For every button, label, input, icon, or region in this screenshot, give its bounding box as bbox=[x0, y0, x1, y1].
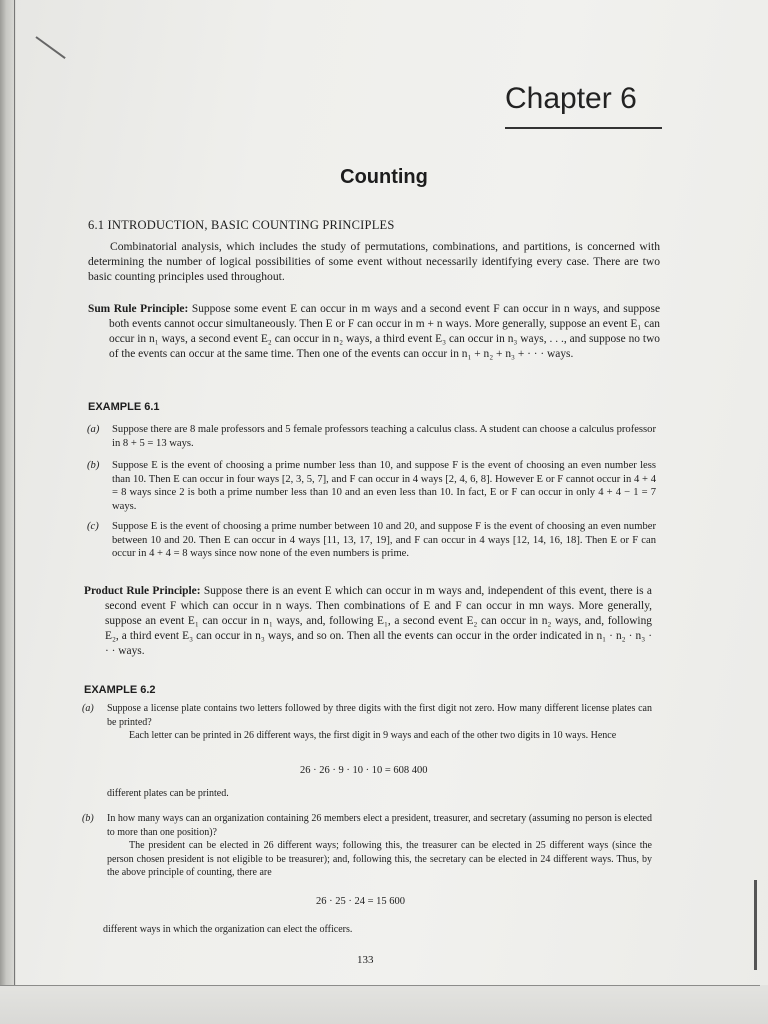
example-6-1-item-b bbox=[87, 459, 656, 513]
example-6-2-formula-a: 26 · 26 · 9 · 10 · 10 = 608 400 bbox=[300, 765, 428, 776]
chapter-rule bbox=[505, 127, 662, 129]
example-6-2-item-a-conclusion: different plates can be printed. bbox=[107, 788, 229, 799]
example-6-2-formula-b: 26 · 25 · 24 = 15 600 bbox=[316, 896, 406, 907]
section-heading: 6.1 INTRODUCTION, BASIC COUNTING PRINCIPLES bbox=[88, 218, 395, 232]
sum-rule-text: Suppose some event E can occur in m ways and a second event F can occur in n ways, and suppose both events cannot occur simultaneously. Then E or F can occur in m + n ways. More generally, suppose an event E₁ can occur in n₁ ways, a second event E₂ can occur in n₂ ways, a third event E₃ can occur in n₃ ways, . . ., and suppose no two of the events can occur at the same time. Then one of the events can occur in n₁ + n₂ + n₃ + · · · ways. bbox=[109, 303, 660, 360]
spine-edge-line bbox=[14, 0, 15, 1024]
item-label: (a) bbox=[82, 703, 94, 714]
example-6-2-item-b-answer: The president can be elected in 26 different ways; following this, the treasurer can be elected in 25 different ways (since the person chosen president is not eligible to be treasurer); and, following this, the secretary can be elected in 24 different ways. Thus, by the above principle of counting, there are bbox=[107, 840, 652, 878]
item-question: In how many ways can an organization containing 26 members elect a president, treasurer, and secretary (assuming no person is elected to more than one position)? bbox=[107, 813, 652, 838]
sum-rule-label: Sum Rule Principle: bbox=[88, 303, 189, 315]
page-bottom-line bbox=[0, 985, 760, 986]
page-number: 133 bbox=[357, 954, 374, 966]
example-6-2-item-a bbox=[82, 702, 652, 729]
intro-paragraph: Combinatorial analysis, which includes the study of permutations, combinations, and partitions, is concerned with determining the number of logical possibilities of some event without necessarily identifying every case. There are two basic counting principles used throughout. bbox=[88, 240, 660, 283]
item-text: Suppose E is the event of choosing a prime number between 10 and 20, and suppose F is the event of choosing an even number between 10 and 20. Then E can occur in 4 ways [11, 13, 17, 19], and F can occur in 4 ways [12, 14, 16, 18]. Then E or F can occur in 4 + 4 = 8 ways since now none of the even numbers is prime. bbox=[112, 521, 656, 559]
example-6-2-item-b bbox=[82, 812, 652, 839]
example-6-1-item-a bbox=[87, 423, 656, 450]
chapter-title: Counting bbox=[340, 166, 428, 188]
item-label: (c) bbox=[87, 521, 99, 532]
example-6-2-heading: EXAMPLE 6.2 bbox=[84, 684, 156, 696]
example-6-1-item-c bbox=[87, 520, 656, 561]
page-bottom-edge bbox=[0, 985, 768, 1024]
page-right-shadow bbox=[754, 880, 757, 970]
item-label: (a) bbox=[87, 424, 100, 435]
product-rule-text: Suppose there is an event E which can occur in m ways and, independent of this event, there is a second event F which can occur in n ways. Then combinations of E and F can occur in mn ways. More generally, suppose an event E₁ can occur in n₁ ways, and, following E₁, a second event E₂ can occur in n₂ ways, and, following E₂, a third event E₃ can occur in n₃ ways, and so on. Then all the events can occur in the order indicated in n₁ · n₂ · n₃ · · · ways. bbox=[105, 585, 652, 657]
pen-mark bbox=[35, 36, 65, 59]
item-question: Suppose a license plate contains two letters followed by three digits with the first digit not zero. How many different license plates can be printed? bbox=[107, 703, 652, 728]
item-text: Suppose there are 8 male professors and 5 female professors teaching a calculus class. A student can choose a calculus professor in 8 + 5 = 13 ways. bbox=[112, 424, 656, 449]
example-6-2-item-b-conclusion: different ways in which the organization can elect the officers. bbox=[103, 924, 353, 935]
example-6-2-item-a-answer: Each letter can be printed in 26 different ways, the first digit in 9 ways and each of the other two digits in 10 ways. Hence bbox=[129, 730, 617, 741]
sum-rule-block bbox=[88, 302, 660, 362]
product-rule-block bbox=[84, 584, 652, 659]
item-text: Suppose E is the event of choosing a prime number less than 10, and suppose F is the event of choosing an even number less than 10. Then E can occur in four ways [2, 3, 5, 7], and F can occur in 4 ways [2, 4, 6, 8]. However E or F cannot occur in 4 + 4 = 8 ways since 2 is both a prime number less than 10 and an even less than 10. In fact, E or F can occur in only 4 + 4 − 1 = 7 ways. bbox=[112, 460, 656, 512]
example-6-1-heading: EXAMPLE 6.1 bbox=[88, 401, 160, 413]
item-label: (b) bbox=[87, 460, 100, 471]
item-label: (b) bbox=[82, 813, 94, 824]
chapter-heading: Chapter 6 bbox=[505, 82, 637, 115]
product-rule-label: Product Rule Principle: bbox=[84, 585, 201, 597]
